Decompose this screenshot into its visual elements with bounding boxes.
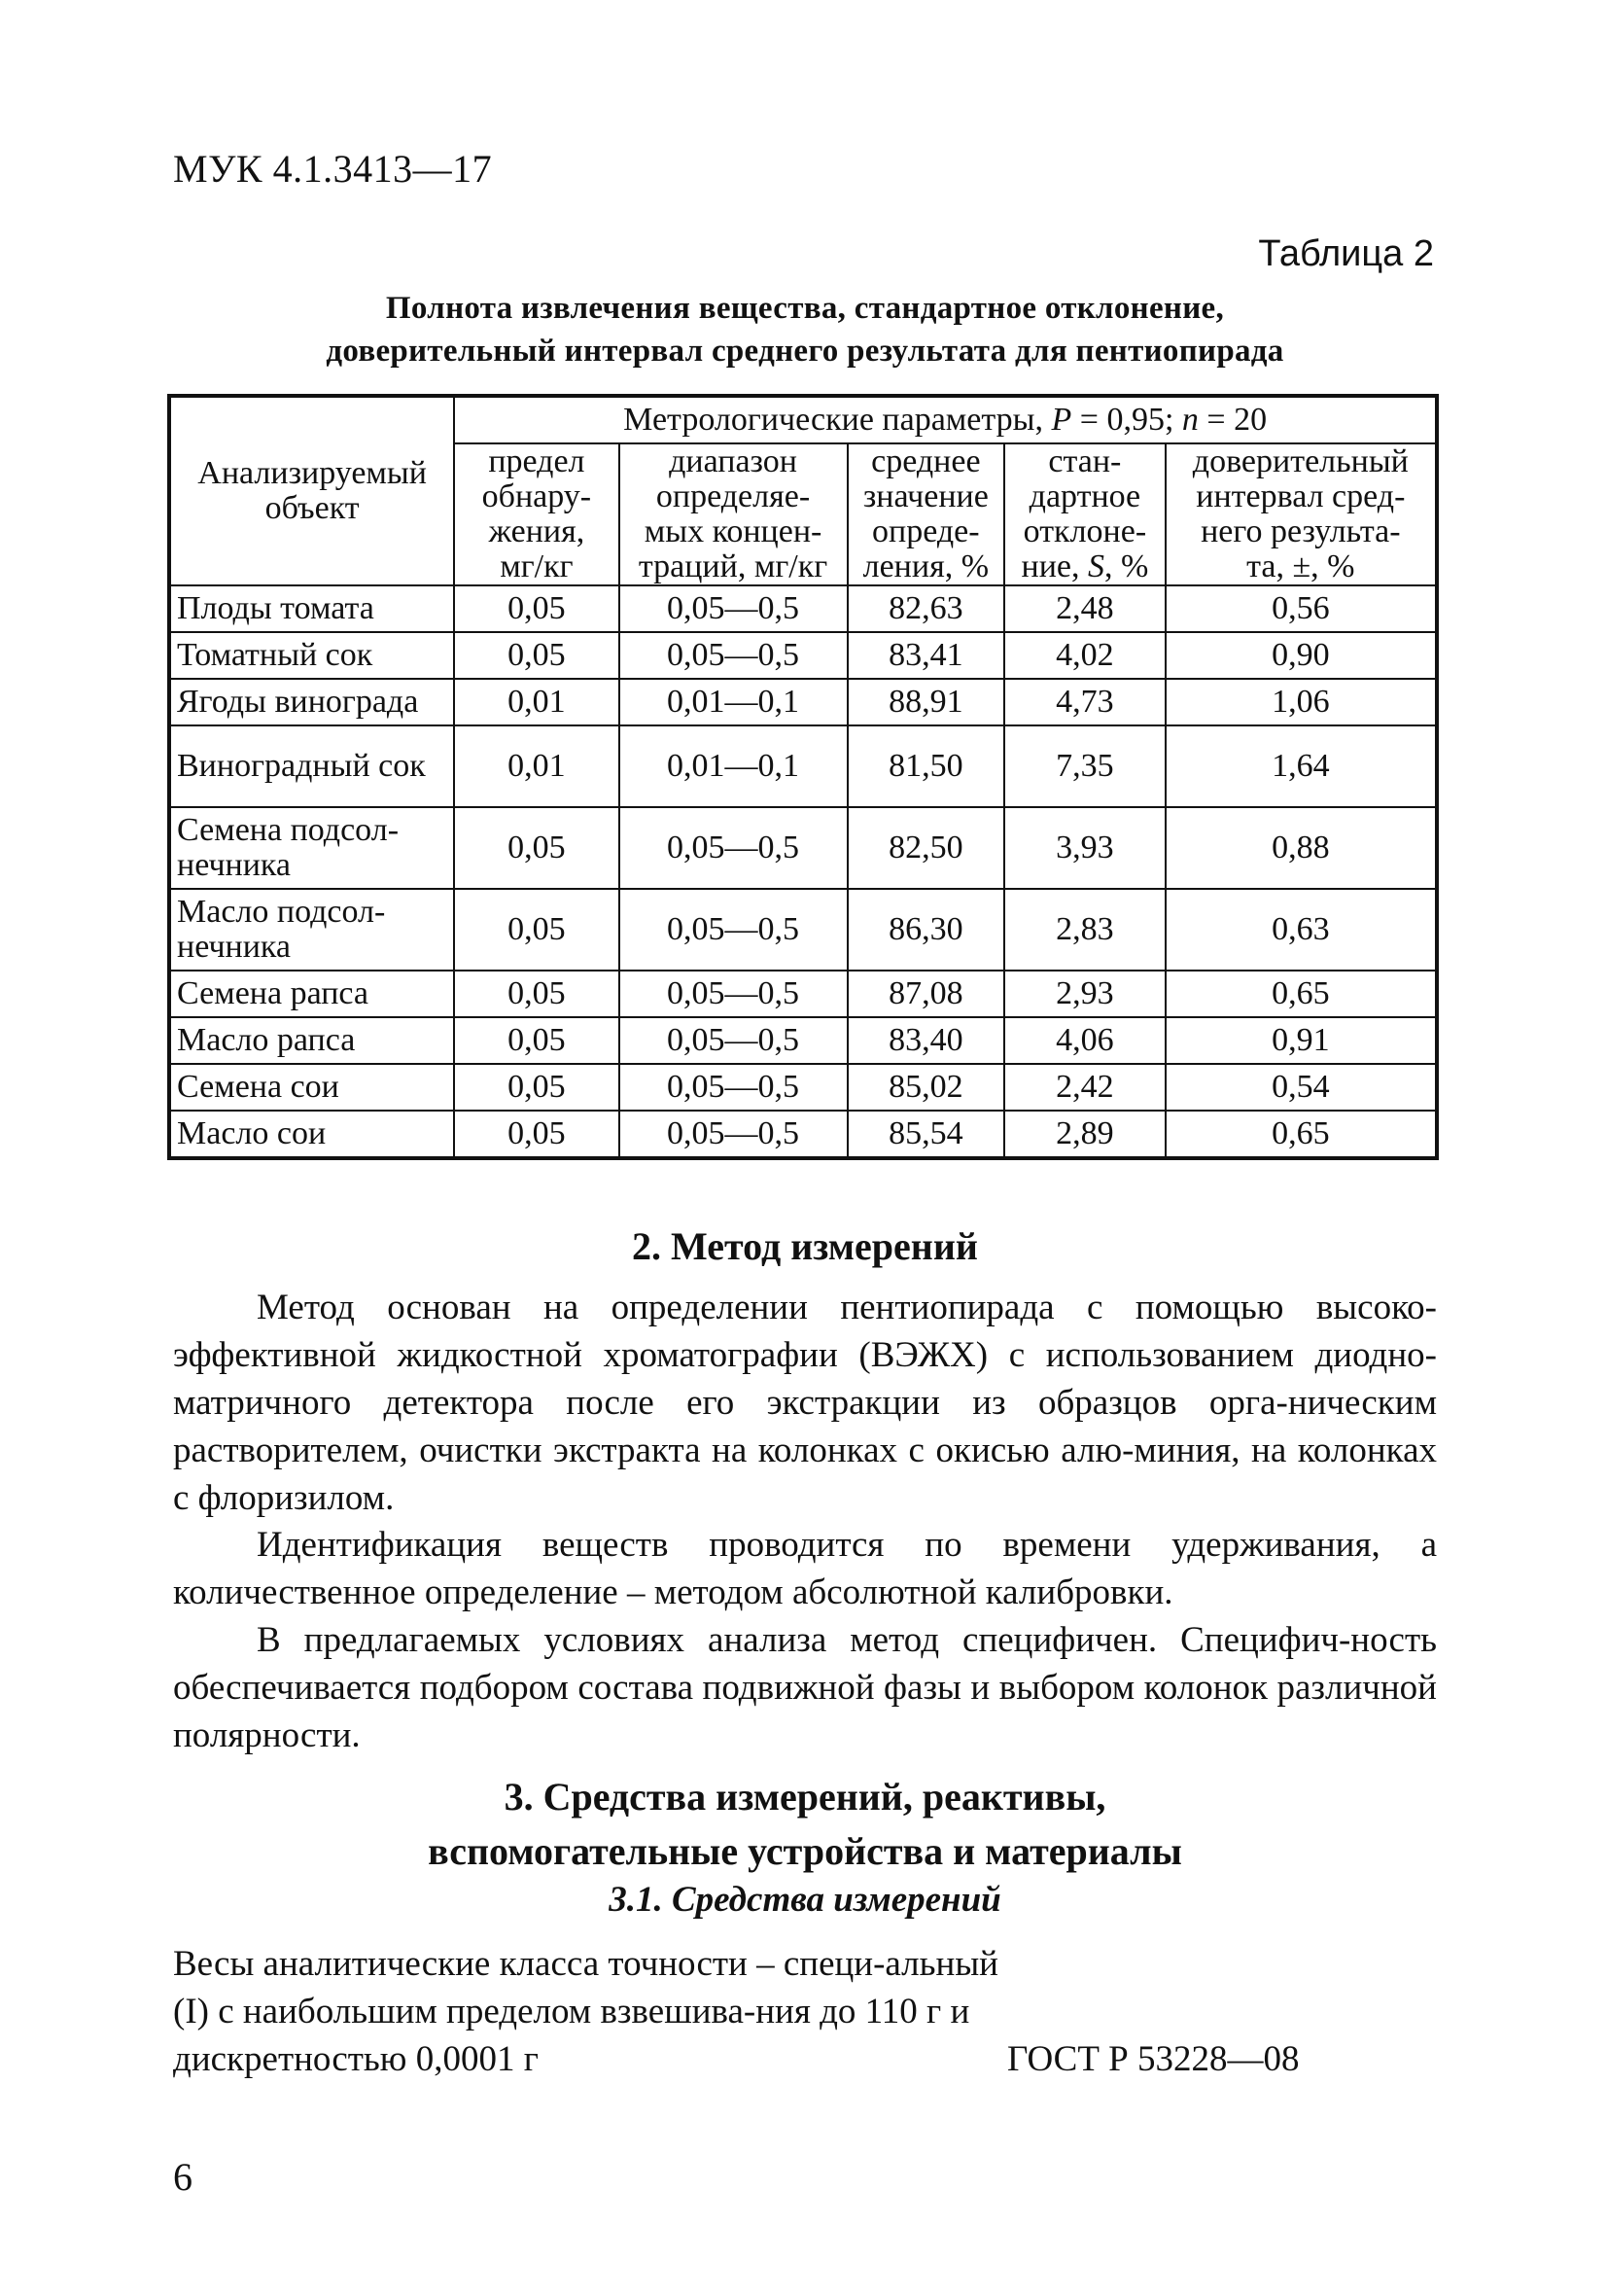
cell-object: Семена подсол-нечника — [169, 807, 454, 889]
cell-object: Ягоды винограда — [169, 679, 454, 725]
cell-ci: 0,56 — [1166, 585, 1437, 632]
cell-lod: 0,05 — [454, 1064, 618, 1111]
table-title-line-1: Полнота извлечения вещества, стандартное отклонение, — [385, 291, 1225, 326]
section-2-paragraph-1: Метод основан на определении пентиопирада с помощью высоко-эффективной жидкостной хроматографии (ВЭЖХ) с использованием диодно-матричного детектора после его экстракции из образцов орга-ническим растворителем, очистки экстракта на колонках с окисью алю-миния, на колонках с флоризилом. — [173, 1288, 1437, 1518]
cell-mean: 83,40 — [848, 1017, 1005, 1064]
cell-lod: 0,01 — [454, 679, 618, 725]
table-row — [169, 971, 1437, 1017]
cell-mean: 85,02 — [848, 1064, 1005, 1111]
equipment-item-text: Весы аналитические класса точности – специ-альный (I) с наибольшим пределом взвешива-ния до 110 г и дискретностью 0,0001 г — [173, 1944, 998, 2079]
cell-lod: 0,05 — [454, 971, 618, 1017]
section-3-1-subtitle: 3.1. Средства измерений — [609, 1880, 1001, 1920]
column-header-sd: стан- дартное отклоне- ние, S, % — [1004, 443, 1166, 585]
cell-object: Плоды томата — [169, 585, 454, 632]
table-row — [169, 632, 1437, 679]
cell-ci: 0,91 — [1166, 1017, 1437, 1064]
section-3-title-line-1: 3. Средства измерений, реактивы, — [504, 1775, 1106, 1819]
table-row — [169, 585, 1437, 632]
cell-range: 0,05—0,5 — [619, 971, 848, 1017]
cell-mean: 82,50 — [848, 807, 1005, 889]
cell-mean: 83,41 — [848, 632, 1005, 679]
table-title — [173, 287, 1437, 372]
section-3-title-line-2: вспомогательные устройства и материалы — [428, 1829, 1182, 1873]
object-column-header: Анализируемый объект — [169, 396, 454, 585]
column-header-lod: предел обнару- жения, мг/кг — [454, 443, 618, 585]
cell-object: Масло рапса — [169, 1017, 454, 1064]
cell-lod: 0,05 — [454, 889, 618, 971]
cell-range: 0,05—0,5 — [619, 1064, 848, 1111]
section-2-title: 2. Метод измерений — [632, 1224, 978, 1268]
cell-lod: 0,05 — [454, 632, 618, 679]
cell-sd: 2,48 — [1004, 585, 1166, 632]
section-3-title — [173, 1770, 1437, 1879]
cell-lod: 0,05 — [454, 585, 618, 632]
cell-range: 0,05—0,5 — [619, 585, 848, 632]
cell-ci: 0,65 — [1166, 1111, 1437, 1158]
cell-lod: 0,05 — [454, 1017, 618, 1064]
cell-mean: 85,54 — [848, 1111, 1005, 1158]
cell-sd: 7,35 — [1004, 725, 1166, 807]
table-row — [169, 1111, 1437, 1158]
cell-ci: 0,63 — [1166, 889, 1437, 971]
cell-object: Масло сои — [169, 1111, 454, 1158]
cell-range: 0,05—0,5 — [619, 1111, 848, 1158]
cell-range: 0,05—0,5 — [619, 1017, 848, 1064]
table-row — [169, 1064, 1437, 1111]
cell-object: Масло подсол-нечника — [169, 889, 454, 971]
metrology-table — [167, 394, 1439, 1160]
cell-ci: 0,65 — [1166, 971, 1437, 1017]
cell-sd: 4,02 — [1004, 632, 1166, 679]
document-code: МУК 4.1.3413—17 — [173, 147, 493, 191]
section-2-paragraph-3: В предлагаемых условиях анализа метод специфичен. Специфич-ность обеспечивается подбором состава подвижной фазы и выбором колонок различной полярности. — [173, 1620, 1437, 1755]
group-header: Метрологические параметры, P = 0,95; n = 20 — [454, 396, 1437, 443]
cell-lod: 0,01 — [454, 725, 618, 807]
cell-mean: 81,50 — [848, 725, 1005, 807]
cell-sd: 4,73 — [1004, 679, 1166, 725]
cell-mean: 82,63 — [848, 585, 1005, 632]
cell-lod: 0,05 — [454, 807, 618, 889]
cell-sd: 2,89 — [1004, 1111, 1166, 1158]
cell-mean: 86,30 — [848, 889, 1005, 971]
cell-sd: 4,06 — [1004, 1017, 1166, 1064]
cell-range: 0,05—0,5 — [619, 807, 848, 889]
column-header-ci: доверительный интервал сред- него результа- та, ±, % — [1166, 443, 1437, 585]
cell-sd: 2,83 — [1004, 889, 1166, 971]
cell-ci: 0,88 — [1166, 807, 1437, 889]
cell-object: Томатный сок — [169, 632, 454, 679]
cell-sd: 2,42 — [1004, 1064, 1166, 1111]
column-header-mean: среднее значение опреде- ления, % — [848, 443, 1005, 585]
section-2-paragraph-2: Идентификация веществ проводится по времени удерживания, а количественное определение – методом абсолютной калибровки. — [173, 1525, 1437, 1612]
cell-object: Семена сои — [169, 1064, 454, 1111]
cell-ci: 0,90 — [1166, 632, 1437, 679]
table-label: Таблица 2 — [1258, 233, 1434, 274]
table-row — [169, 889, 1437, 971]
cell-sd: 2,93 — [1004, 971, 1166, 1017]
cell-range: 0,01—0,1 — [619, 679, 848, 725]
table-row — [169, 725, 1437, 807]
cell-range: 0,05—0,5 — [619, 889, 848, 971]
cell-ci: 0,54 — [1166, 1064, 1437, 1111]
cell-mean: 88,91 — [848, 679, 1005, 725]
table-row — [169, 807, 1437, 889]
column-header-range: диапазон определяе- мых концен- траций, мг/кг — [619, 443, 848, 585]
table-row — [169, 1017, 1437, 1064]
cell-lod: 0,05 — [454, 1111, 618, 1158]
cell-range: 0,05—0,5 — [619, 632, 848, 679]
table-row — [169, 679, 1437, 725]
cell-ci: 1,64 — [1166, 725, 1437, 807]
cell-range: 0,01—0,1 — [619, 725, 848, 807]
page-number: 6 — [173, 2155, 192, 2199]
cell-mean: 87,08 — [848, 971, 1005, 1017]
group-header-prefix: Метрологические параметры, — [623, 402, 1052, 438]
table-title-line-2: доверительный интервал среднего результата для пентиопирада — [326, 334, 1284, 369]
cell-object: Виноградный сок — [169, 725, 454, 807]
cell-object: Семена рапса — [169, 971, 454, 1017]
cell-ci: 1,06 — [1166, 679, 1437, 725]
equipment-item-standard: ГОСТ Р 53228—08 — [1007, 2039, 1300, 2079]
cell-sd: 3,93 — [1004, 807, 1166, 889]
